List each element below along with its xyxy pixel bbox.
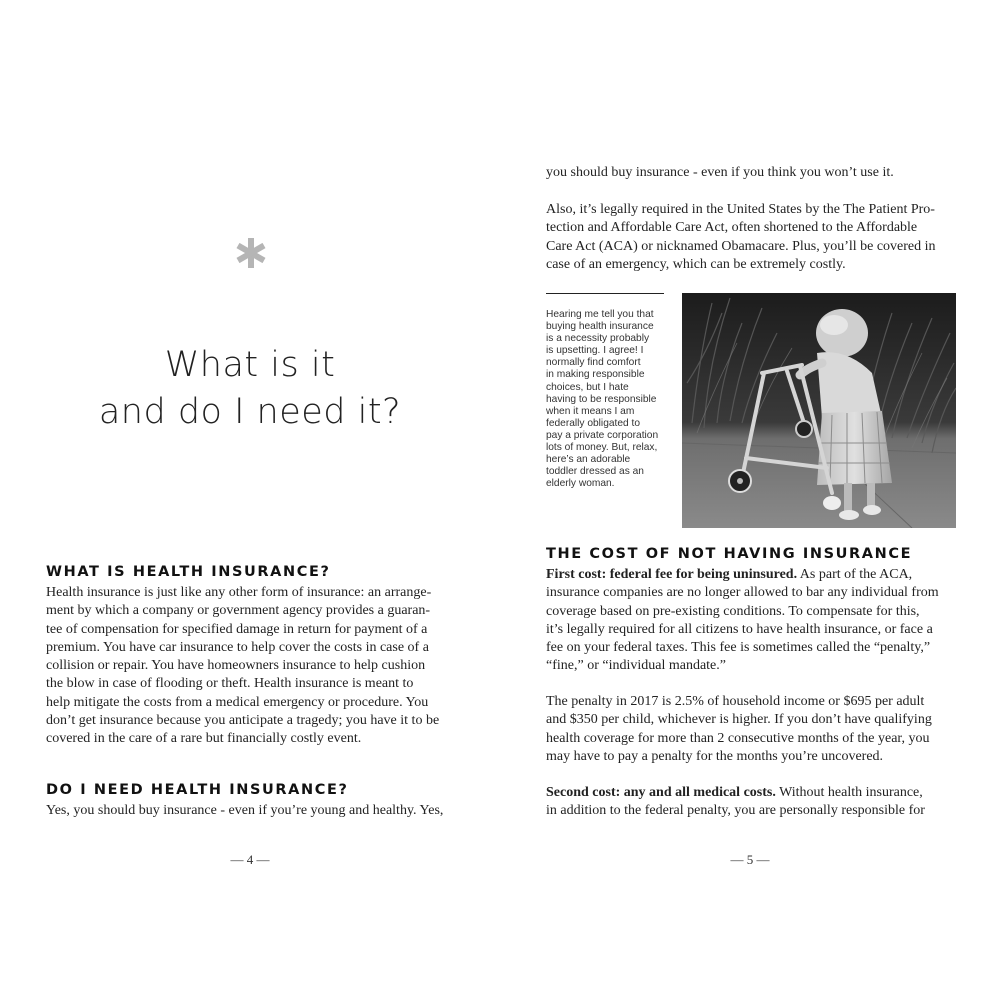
aca-paragraph: [546, 201, 966, 274]
text-line: tee of compensation for specified damage in return for payment of a: [46, 621, 428, 637]
caption-line: when it means I am: [546, 405, 635, 417]
text-line: tection and Affordable Care Act, often shortened to the Affordable: [546, 220, 918, 236]
section-heading-do-i-need: DO I NEED HEALTH INSURANCE?: [46, 782, 349, 798]
text-line: “fine,” or “individual mandate.”: [546, 658, 726, 674]
text-line: [546, 784, 966, 802]
penalty-paragraph: [546, 693, 966, 766]
asterisk-icon: [234, 236, 268, 270]
caption-line: here’s an adorable: [546, 454, 631, 466]
caption-line: lots of money. But, relax,: [546, 442, 658, 454]
first-cost-paragraph: [546, 566, 966, 676]
second-cost-paragraph: [546, 784, 966, 821]
text-line: coverage based on pre-existing conditions. To compensate for this,: [546, 603, 920, 619]
section-body-do-i-need: [46, 802, 466, 820]
text-line: premium. You have car insurance to help cover the costs in case of a: [46, 639, 429, 655]
section-heading-what-is: WHAT IS HEALTH INSURANCE?: [46, 564, 331, 580]
section-body-what-is: [46, 584, 466, 749]
intro-text: you should buy insurance - even if you think you won’t use it.: [546, 165, 894, 180]
right-page: [500, 0, 1000, 1000]
text-line: case of an emergency, which can be extremely costly.: [546, 256, 846, 272]
caption-line: buying health insurance: [546, 321, 654, 333]
text-line: Also, it’s legally required in the United States by the The Patient Pro-: [546, 202, 935, 217]
second-cost-label: Second cost: any and all medical costs.: [546, 785, 776, 800]
text-line: may have to pay a penalty for the months you’re uncovered.: [546, 748, 884, 764]
caption-line: is a necessity probably: [546, 333, 650, 345]
chapter-title: [50, 342, 450, 436]
text-line: ment by which a company or government agency provides a guaran-: [46, 603, 431, 619]
text-line: in addition to the federal penalty, you are personally responsible for: [546, 803, 925, 819]
text-line: [546, 566, 966, 584]
text-line: collision or repair. You have homeowners insurance to help cushion: [46, 658, 426, 674]
caption-line: toddler dressed as an: [546, 466, 644, 478]
text-line: don’t get insurance because you anticipate a tragedy; you have it to be: [46, 713, 440, 729]
caption-line: is upsetting. I agree! I: [546, 345, 644, 357]
caption-line: having to be responsible: [546, 393, 657, 405]
page-number-right: — 5 —: [730, 852, 770, 867]
text-line: covered in the care of a rare but financially costly event.: [46, 731, 362, 747]
text-line: Care Act (ACA) or nicknamed Obamacare. Plus, you’ll be covered in: [546, 238, 936, 254]
text-line: The penalty in 2017 is 2.5% of household income or $695 per adult: [546, 694, 925, 709]
caption-line: Hearing me tell you that: [546, 309, 654, 320]
text-line: insurance companies are no longer allowed to bar any individual from: [546, 585, 939, 601]
chapter-title-line1: What is it: [164, 345, 336, 385]
caption-line: federally obligated to: [546, 417, 641, 429]
text-line: the blow in case of flooding or theft. Health insurance is meant to: [46, 676, 414, 692]
page-number-left: — 4 —: [230, 852, 270, 867]
photo-caption: [546, 309, 676, 490]
text-line: help mitigate the costs from a medical emergency or procedure. You: [46, 694, 429, 710]
second-cost-text: Without health insurance,: [775, 785, 923, 800]
text-line: and $350 per child, whichever is higher. If you don’t have qualifying: [546, 712, 932, 728]
text-line: Health insurance is just like any other form of insurance: an arrange-: [46, 585, 432, 600]
caption-line: normally find comfort: [546, 357, 641, 369]
first-cost-label: First cost: federal fee for being uninsured.: [546, 567, 798, 582]
caption-line: elderly woman.: [546, 478, 615, 490]
text-line: fee on your federal taxes. This fee is sometimes called the “penalty,”: [546, 640, 931, 656]
chapter-title-line2: and do I need it?: [98, 392, 402, 432]
caption-line: choices, but I hate: [546, 381, 629, 393]
caption-line: pay a private corporation: [546, 429, 659, 441]
toddler-with-walker-photo: [682, 293, 956, 528]
section-heading-cost: THE COST OF NOT HAVING INSURANCE: [546, 546, 913, 562]
caption-line: in making responsible: [546, 369, 645, 381]
text-line: Yes, you should buy insurance - even if you’re young and healthy. Yes,: [46, 803, 444, 818]
text-line: health coverage for more than 2 consecutive months of the year, you: [546, 730, 930, 746]
first-cost-text: As part of the ACA,: [797, 567, 913, 582]
text-line: it’s legally required for all citizens to have health insurance, or face a: [546, 621, 933, 637]
caption-rule: [546, 293, 664, 294]
